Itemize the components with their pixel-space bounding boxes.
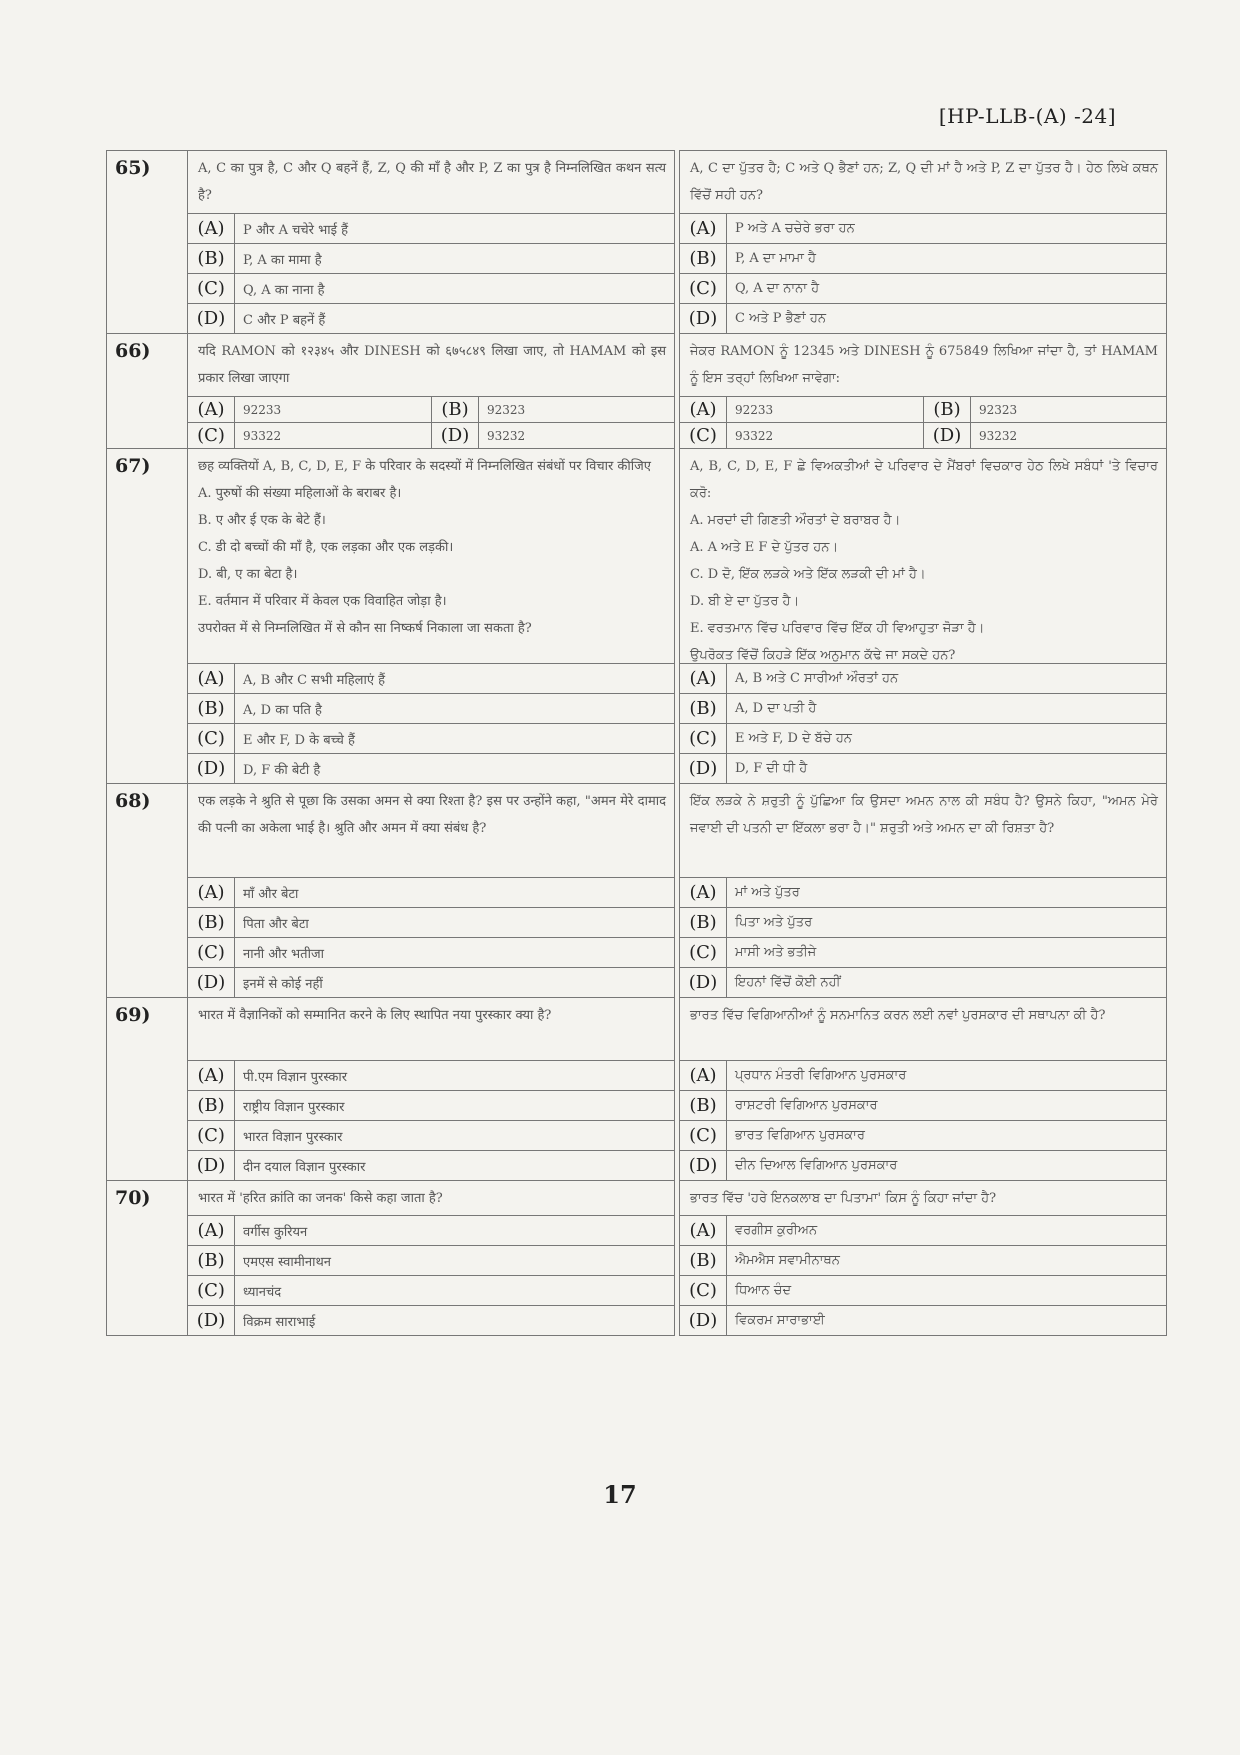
- option-b[interactable]: (B) A, D का पति है: [188, 693, 674, 723]
- option-a[interactable]: (A) 92233: [680, 397, 923, 422]
- option-a[interactable]: (A) वर्गीस कुरियन: [188, 1215, 674, 1245]
- option-b[interactable]: (B) ਪਿਤਾ ਅਤੇ ਪੁੱਤਰ: [680, 907, 1166, 937]
- option-c[interactable]: (C) 93322: [680, 423, 923, 448]
- question-number: 69): [107, 998, 188, 1181]
- question-number: 70): [107, 1181, 188, 1336]
- option-d[interactable]: (D) ਇਹਨਾਂ ਵਿੱਚੋਂ ਕੋਈ ਨਹੀਂ: [680, 967, 1166, 997]
- statement-line: E. वर्तमान में परिवार में केवल एक विवाहित जोड़ा है।: [198, 594, 447, 609]
- option-d[interactable]: (D) विक्रम साराभाई: [188, 1305, 674, 1335]
- punjabi-column: [680, 334, 1167, 449]
- question-text-punjabi: A, C ਦਾ ਪੁੱਤਰ ਹੈ; C ਅਤੇ Q ਭੈਣਾਂ ਹਨ; Z, Q ਦੀ ਮਾਂ ਹੈ ਅਤੇ P, Z ਦਾ ਪੁੱਤਰ ਹੈ। ਹੇਠ ਲਿਖੇ ਕਥਨ ਵਿੱਚੋਂ ਸਹੀ ਹਨ?: [690, 161, 1158, 203]
- option-a[interactable]: (A) पी.एम विज्ञान पुरस्कार: [188, 1060, 674, 1090]
- option-c[interactable]: (C) ध्यानचंद: [188, 1275, 674, 1305]
- hindi-column: [188, 334, 675, 449]
- question-text-hindi: यदि RAMON को १२३४५ और DINESH को ६७५८४९ लिखा जाए, तो HAMAM को इस प्रकार लिखा जाएगा: [198, 344, 666, 386]
- option-a[interactable]: (A) माँ और बेटा: [188, 877, 674, 907]
- option-b[interactable]: (B) पिता और बेटा: [188, 907, 674, 937]
- question-text-hindi: [188, 449, 674, 663]
- option-b[interactable]: (B) एमएस स्वामीनाथन: [188, 1245, 674, 1275]
- option-d[interactable]: (D) दीन दयाल विज्ञान पुरस्कार: [188, 1150, 674, 1180]
- question-stem: A, B, C, D, E, F ਛੇ ਵਿਅਕਤੀਆਂ ਦੇ ਪਰਿਵਾਰ ਦੇ ਮੈਂਬਰਾਂ ਵਿਚਕਾਰ ਹੇਠ ਲਿਖੇ ਸਬੰਧਾਂ 'ਤੇ ਵਿਚਾਰ ਕਰੋ:: [690, 459, 1158, 501]
- option-a[interactable]: (A) 92233: [188, 397, 431, 422]
- statement-line: B. ए और ई एक के बेटे हैं।: [198, 513, 326, 528]
- option-c[interactable]: (C) Q, A ਦਾ ਨਾਨਾ ਹੈ: [680, 273, 1166, 303]
- option-a[interactable]: (A) A, B और C सभी महिलाएं हैं: [188, 663, 674, 693]
- option-b[interactable]: (B) P, A का मामा है: [188, 243, 674, 273]
- question-text-hindi: भारत में वैज्ञानिकों को सम्मानित करने के लिए स्थापित नया पुरस्कार क्या है?: [198, 1008, 552, 1023]
- question-row-67: [107, 449, 1167, 784]
- question-text-hindi: A, C का पुत्र है, C और Q बहनें हैं, Z, Q की माँ है और P, Z का पुत्र है निम्नलिखित कथन सत्य है?: [198, 161, 666, 203]
- statement-line: A. A ਅਤੇ E F ਦੇ ਪੁੱਤਰ ਹਨ।: [690, 540, 839, 555]
- statement-line: D. ਬੀ ਏ ਦਾ ਪੁੱਤਰ ਹੈ।: [690, 594, 800, 609]
- statement-line: उपरोक्त में से निम्नलिखित में से कौन सा निष्कर्ष निकाला जा सकता है?: [198, 621, 532, 636]
- hindi-column: [188, 151, 675, 334]
- option-b[interactable]: (B) P, A ਦਾ ਮਾਮਾ ਹੈ: [680, 243, 1166, 273]
- question-row-69: [107, 998, 1167, 1181]
- option-d[interactable]: (D) D, F की बेटी है: [188, 753, 674, 783]
- question-text-hindi: भारत में 'हरित क्रांति का जनक' किसे कहा जाता है?: [198, 1191, 443, 1206]
- option-c[interactable]: (C) भारत विज्ञान पुरस्कार: [188, 1120, 674, 1150]
- statement-line: A. ਮਰਦਾਂ ਦੀ ਗਿਣਤੀ ਔਰਤਾਂ ਦੇ ਬਰਾਬਰ ਹੈ।: [690, 513, 901, 528]
- option-a[interactable]: (A) P ਅਤੇ A ਚਚੇਰੇ ਭਰਾ ਹਨ: [680, 213, 1166, 243]
- option-a[interactable]: (A) ਪ੍ਰਧਾਨ ਮੰਤਰੀ ਵਿਗਿਆਨ ਪੁਰਸਕਾਰ: [680, 1060, 1166, 1090]
- statement-line: E. ਵਰਤਮਾਨ ਵਿੱਚ ਪਰਿਵਾਰ ਵਿੱਚ ਇੱਕ ਹੀ ਵਿਆਹੁਤਾ ਜੋੜਾ ਹੈ।: [690, 621, 985, 636]
- option-row: [680, 396, 1166, 422]
- option-c[interactable]: (C) 93322: [188, 423, 431, 448]
- hindi-column: [188, 1181, 675, 1336]
- option-row: [680, 422, 1166, 448]
- page-number: 17: [603, 1480, 637, 1509]
- question-number: 65): [107, 151, 188, 334]
- option-c[interactable]: (C) ਧਿਆਨ ਚੰਦ: [680, 1275, 1166, 1305]
- statement-line: A. पुरुषों की संख्या महिलाओं के बराबर है।: [198, 486, 402, 501]
- option-d[interactable]: (D) ਦੀਨ ਦਿਆਲ ਵਿਗਿਆਨ ਪੁਰਸਕਾਰ: [680, 1150, 1166, 1180]
- question-number: 66): [107, 334, 188, 449]
- page-header-code: [HP-LLB-(A) -24]: [938, 104, 1116, 128]
- question-number: 67): [107, 449, 188, 784]
- option-c[interactable]: (C) नानी और भतीजा: [188, 937, 674, 967]
- question-row-68: [107, 784, 1167, 998]
- question-number: 68): [107, 784, 188, 998]
- punjabi-column: [680, 998, 1167, 1181]
- option-c[interactable]: (C) ਮਾਸੀ ਅਤੇ ਭਤੀਜੇ: [680, 937, 1166, 967]
- statement-line: C. D ਦੋ, ਇੱਕ ਲੜਕੇ ਅਤੇ ਇੱਕ ਲੜਕੀ ਦੀ ਮਾਂ ਹੈ।: [690, 567, 926, 582]
- option-c[interactable]: (C) Q, A का नाना है: [188, 273, 674, 303]
- option-a[interactable]: (A) ਮਾਂ ਅਤੇ ਪੁੱਤਰ: [680, 877, 1166, 907]
- option-d[interactable]: (D) D, F ਦੀ ਧੀ ਹੈ: [680, 753, 1166, 783]
- question-text-punjabi: ਇੱਕ ਲੜਕੇ ਨੇ ਸ਼ਰੁਤੀ ਨੂੰ ਪੁੱਛਿਆ ਕਿ ਉਸਦਾ ਅਮਨ ਨਾਲ ਕੀ ਸਬੰਧ ਹੈ? ਉਸਨੇ ਕਿਹਾ, "ਅਮਨ ਮੇਰੇ ਜਵਾਈ ਦੀ ਪਤਨੀ ਦਾ ਇੱਕਲਾ ਭਰਾ ਹੈ।" ਸ਼ਰੁਤੀ ਅਤੇ ਅਮਨ ਦਾ ਕੀ ਰਿਸ਼ਤਾ ਹੈ?: [690, 794, 1158, 836]
- option-a[interactable]: (A) ਵਰਗੀਸ ਕੁਰੀਅਨ: [680, 1215, 1166, 1245]
- option-a[interactable]: (A) P और A चचेरे भाई हैं: [188, 213, 674, 243]
- option-d[interactable]: (D) इनमें से कोई नहीं: [188, 967, 674, 997]
- option-b[interactable]: (B) A, D ਦਾ ਪਤੀ ਹੈ: [680, 693, 1166, 723]
- option-c[interactable]: (C) E और F, D के बच्चे हैं: [188, 723, 674, 753]
- option-row: [188, 396, 674, 422]
- question-row-66: [107, 334, 1167, 449]
- option-a[interactable]: (A) A, B ਅਤੇ C ਸਾਰੀਆਂ ਔਰਤਾਂ ਹਨ: [680, 663, 1166, 693]
- punjabi-column: [680, 1181, 1167, 1336]
- option-b[interactable]: (B) 92323: [431, 397, 674, 422]
- statement-line: C. डी दो बच्चों की माँ है, एक लड़का और एक लड़की।: [198, 540, 454, 555]
- option-c[interactable]: (C) ਭਾਰਤ ਵਿਗਿਆਨ ਪੁਰਸਕਾਰ: [680, 1120, 1166, 1150]
- option-b[interactable]: (B) राष्ट्रीय विज्ञान पुरस्कार: [188, 1090, 674, 1120]
- question-text-punjabi: [680, 449, 1166, 663]
- hindi-column: [188, 998, 675, 1181]
- option-b[interactable]: (B) ਐਮਐਸ ਸਵਾਮੀਨਾਥਨ: [680, 1245, 1166, 1275]
- question-text-hindi: एक लड़के ने श्रुति से पूछा कि उसका अमन से क्या रिश्ता है? इस पर उन्होंने कहा, "अमन मेरे दामाद की पत्नी का अकेला भाई है। श्रुति और अमन में क्या संबंध है?: [198, 794, 666, 836]
- question-stem: छह व्यक्तियों A, B, C, D, E, F के परिवार के सदस्यों में निम्नलिखित संबंधों पर विचार कीजिए: [198, 459, 651, 474]
- question-text-punjabi: ਭਾਰਤ ਵਿੱਚ ਵਿਗਿਆਨੀਆਂ ਨੂੰ ਸਨਮਾਨਿਤ ਕਰਨ ਲਈ ਨਵਾਂ ਪੁਰਸਕਾਰ ਦੀ ਸਥਾਪਨਾ ਕੀ ਹੈ?: [690, 1008, 1106, 1023]
- question-text-punjabi: ਜੇਕਰ RAMON ਨੂੰ 12345 ਅਤੇ DINESH ਨੂੰ 675849 ਲਿਖਿਆ ਜਾਂਦਾ ਹੈ, ਤਾਂ HAMAM ਨੂੰ ਇਸ ਤਰ੍ਹਾਂ ਲਿਖਿਆ ਜਾਵੇਗਾ:: [690, 344, 1158, 386]
- option-d[interactable]: (D) 93232: [431, 423, 674, 448]
- punjabi-column: [680, 151, 1167, 334]
- hindi-column: [188, 784, 675, 998]
- option-row: [188, 422, 674, 448]
- statement-line: ਉਪਰੋਕਤ ਵਿੱਚੋਂ ਕਿਹੜੇ ਇੱਕ ਅਨੁਮਾਨ ਕੱਢੇ ਜਾ ਸਕਦੇ ਹਨ?: [690, 648, 956, 663]
- punjabi-column: [680, 784, 1167, 998]
- punjabi-column: [680, 449, 1167, 784]
- hindi-column: [188, 449, 675, 784]
- option-d[interactable]: (D) C ਅਤੇ P ਭੈਣਾਂ ਹਨ: [680, 303, 1166, 333]
- question-table: [106, 150, 1167, 1336]
- question-row-65: [107, 151, 1167, 334]
- question-row-70: [107, 1181, 1167, 1336]
- option-c[interactable]: (C) E ਅਤੇ F, D ਦੇ ਬੱਚੇ ਹਨ: [680, 723, 1166, 753]
- statement-line: D. बी, ए का बेटा है।: [198, 567, 298, 582]
- question-text-punjabi: ਭਾਰਤ ਵਿੱਚ 'ਹਰੇ ਇਨਕਲਾਬ ਦਾ ਪਿਤਾਮਾ' ਕਿਸ ਨੂੰ ਕਿਹਾ ਜਾਂਦਾ ਹੈ?: [690, 1191, 997, 1206]
- option-b[interactable]: (B) 92323: [923, 397, 1166, 422]
- option-d[interactable]: (D) ਵਿਕਰਮ ਸਾਰਾਭਾਈ: [680, 1305, 1166, 1335]
- option-d[interactable]: (D) C और P बहनें हैं: [188, 303, 674, 333]
- option-b[interactable]: (B) ਰਾਸ਼ਟਰੀ ਵਿਗਿਆਨ ਪੁਰਸਕਾਰ: [680, 1090, 1166, 1120]
- option-d[interactable]: (D) 93232: [923, 423, 1166, 448]
